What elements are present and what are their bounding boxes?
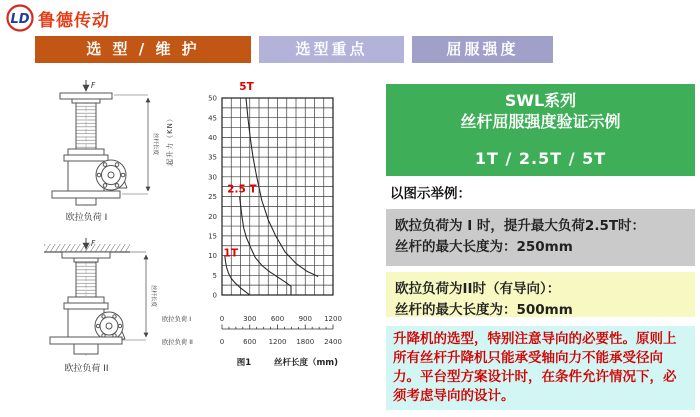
- svg-text:15: 15: [208, 232, 217, 241]
- jack-drawing-2: [44, 238, 146, 356]
- svg-text:图1: 图1: [236, 358, 252, 368]
- tab-selection-keypoints[interactable]: 选型重点: [259, 36, 404, 63]
- case-euler-load-1-box: [386, 209, 695, 266]
- screw-length-dim-label: 丝杆长度: [150, 284, 156, 308]
- case1-line2: 丝杆的最大长度为：250mm: [395, 239, 573, 255]
- svg-text:起升力（KN）: 起升力（KN）: [166, 114, 174, 166]
- tab-yield-strength[interactable]: 屈服强度: [412, 36, 553, 63]
- figure-euler-load-1: [14, 78, 159, 208]
- case2-line2: 丝杆的最大长度为：500mm: [395, 302, 573, 318]
- svg-text:0: 0: [219, 315, 225, 323]
- svg-text:300: 300: [243, 315, 257, 323]
- logo-text: LD: [10, 12, 30, 27]
- svg-text:1200: 1200: [324, 315, 342, 323]
- jack-drawing-1: [52, 80, 148, 206]
- svg-text:35: 35: [208, 153, 217, 162]
- example-heading: 以图示举例：: [390, 186, 471, 202]
- force-arrow-label: F: [91, 81, 96, 90]
- svg-text:600: 600: [270, 315, 285, 323]
- figure1-caption: 欧拉负荷 I: [65, 213, 108, 223]
- svg-text:0: 0: [212, 291, 217, 300]
- svg-text:0: 0: [219, 338, 225, 346]
- svg-text:1200: 1200: [268, 338, 287, 346]
- series-title: SWL系列: [504, 91, 577, 110]
- svg-text:2.5 T: 2.5 T: [227, 183, 257, 196]
- brand-name: 鲁德传动: [38, 11, 110, 31]
- guidance-note-text: 升降机的选型，特别注意导向的必要性。原则上所有丝杆升降机只能承受轴向力不能承受径向力。平台型方案设计时，在条件允许情况下，必须考虑导向的设计。: [393, 331, 677, 404]
- svg-text:10: 10: [208, 252, 217, 261]
- svg-text:5T: 5T: [239, 82, 254, 93]
- brand-logo-icon: [5, 3, 35, 33]
- svg-text:5: 5: [212, 271, 217, 280]
- series-capacities: 1T / 2.5T / 5T: [474, 149, 607, 168]
- series-subtitle: 丝杆屈服强度验证示例: [460, 112, 621, 131]
- tab-selection-maintenance[interactable]: 选 型 / 维 护: [35, 36, 251, 63]
- svg-text:1T: 1T: [223, 247, 239, 260]
- svg-text:丝杆长度（mm): 丝杆长度（mm): [273, 358, 339, 368]
- figure2-caption: 欧拉负荷 II: [64, 364, 109, 374]
- series-header-box: [386, 84, 695, 176]
- case1-line1: 欧拉负荷为 I 时，提升最大负荷2.5T时：: [395, 218, 646, 234]
- svg-text:20: 20: [208, 212, 217, 221]
- force-arrow-label: F: [91, 239, 96, 248]
- svg-text:25: 25: [208, 193, 217, 202]
- guidance-note-box: [386, 326, 695, 410]
- svg-text:1800: 1800: [296, 338, 315, 346]
- svg-text:40: 40: [208, 134, 217, 142]
- case2-line1: 欧拉负荷为II时（有导向）：: [395, 281, 561, 297]
- svg-text:45: 45: [208, 114, 217, 123]
- svg-text:50: 50: [208, 94, 217, 103]
- figure-euler-load-2: [14, 238, 159, 358]
- svg-text:欧拉负荷 I: 欧拉负荷 I: [162, 316, 192, 323]
- svg-text:2400: 2400: [324, 338, 342, 346]
- screw-length-dim-label: 丝杆长度: [152, 132, 158, 156]
- case-euler-load-2-box: [386, 272, 695, 317]
- svg-text:900: 900: [298, 315, 312, 323]
- lifting-force-chart: [160, 82, 385, 377]
- svg-text:30: 30: [208, 173, 217, 182]
- svg-text:欧拉负荷 II: 欧拉负荷 II: [162, 339, 193, 346]
- svg-text:600: 600: [243, 338, 257, 346]
